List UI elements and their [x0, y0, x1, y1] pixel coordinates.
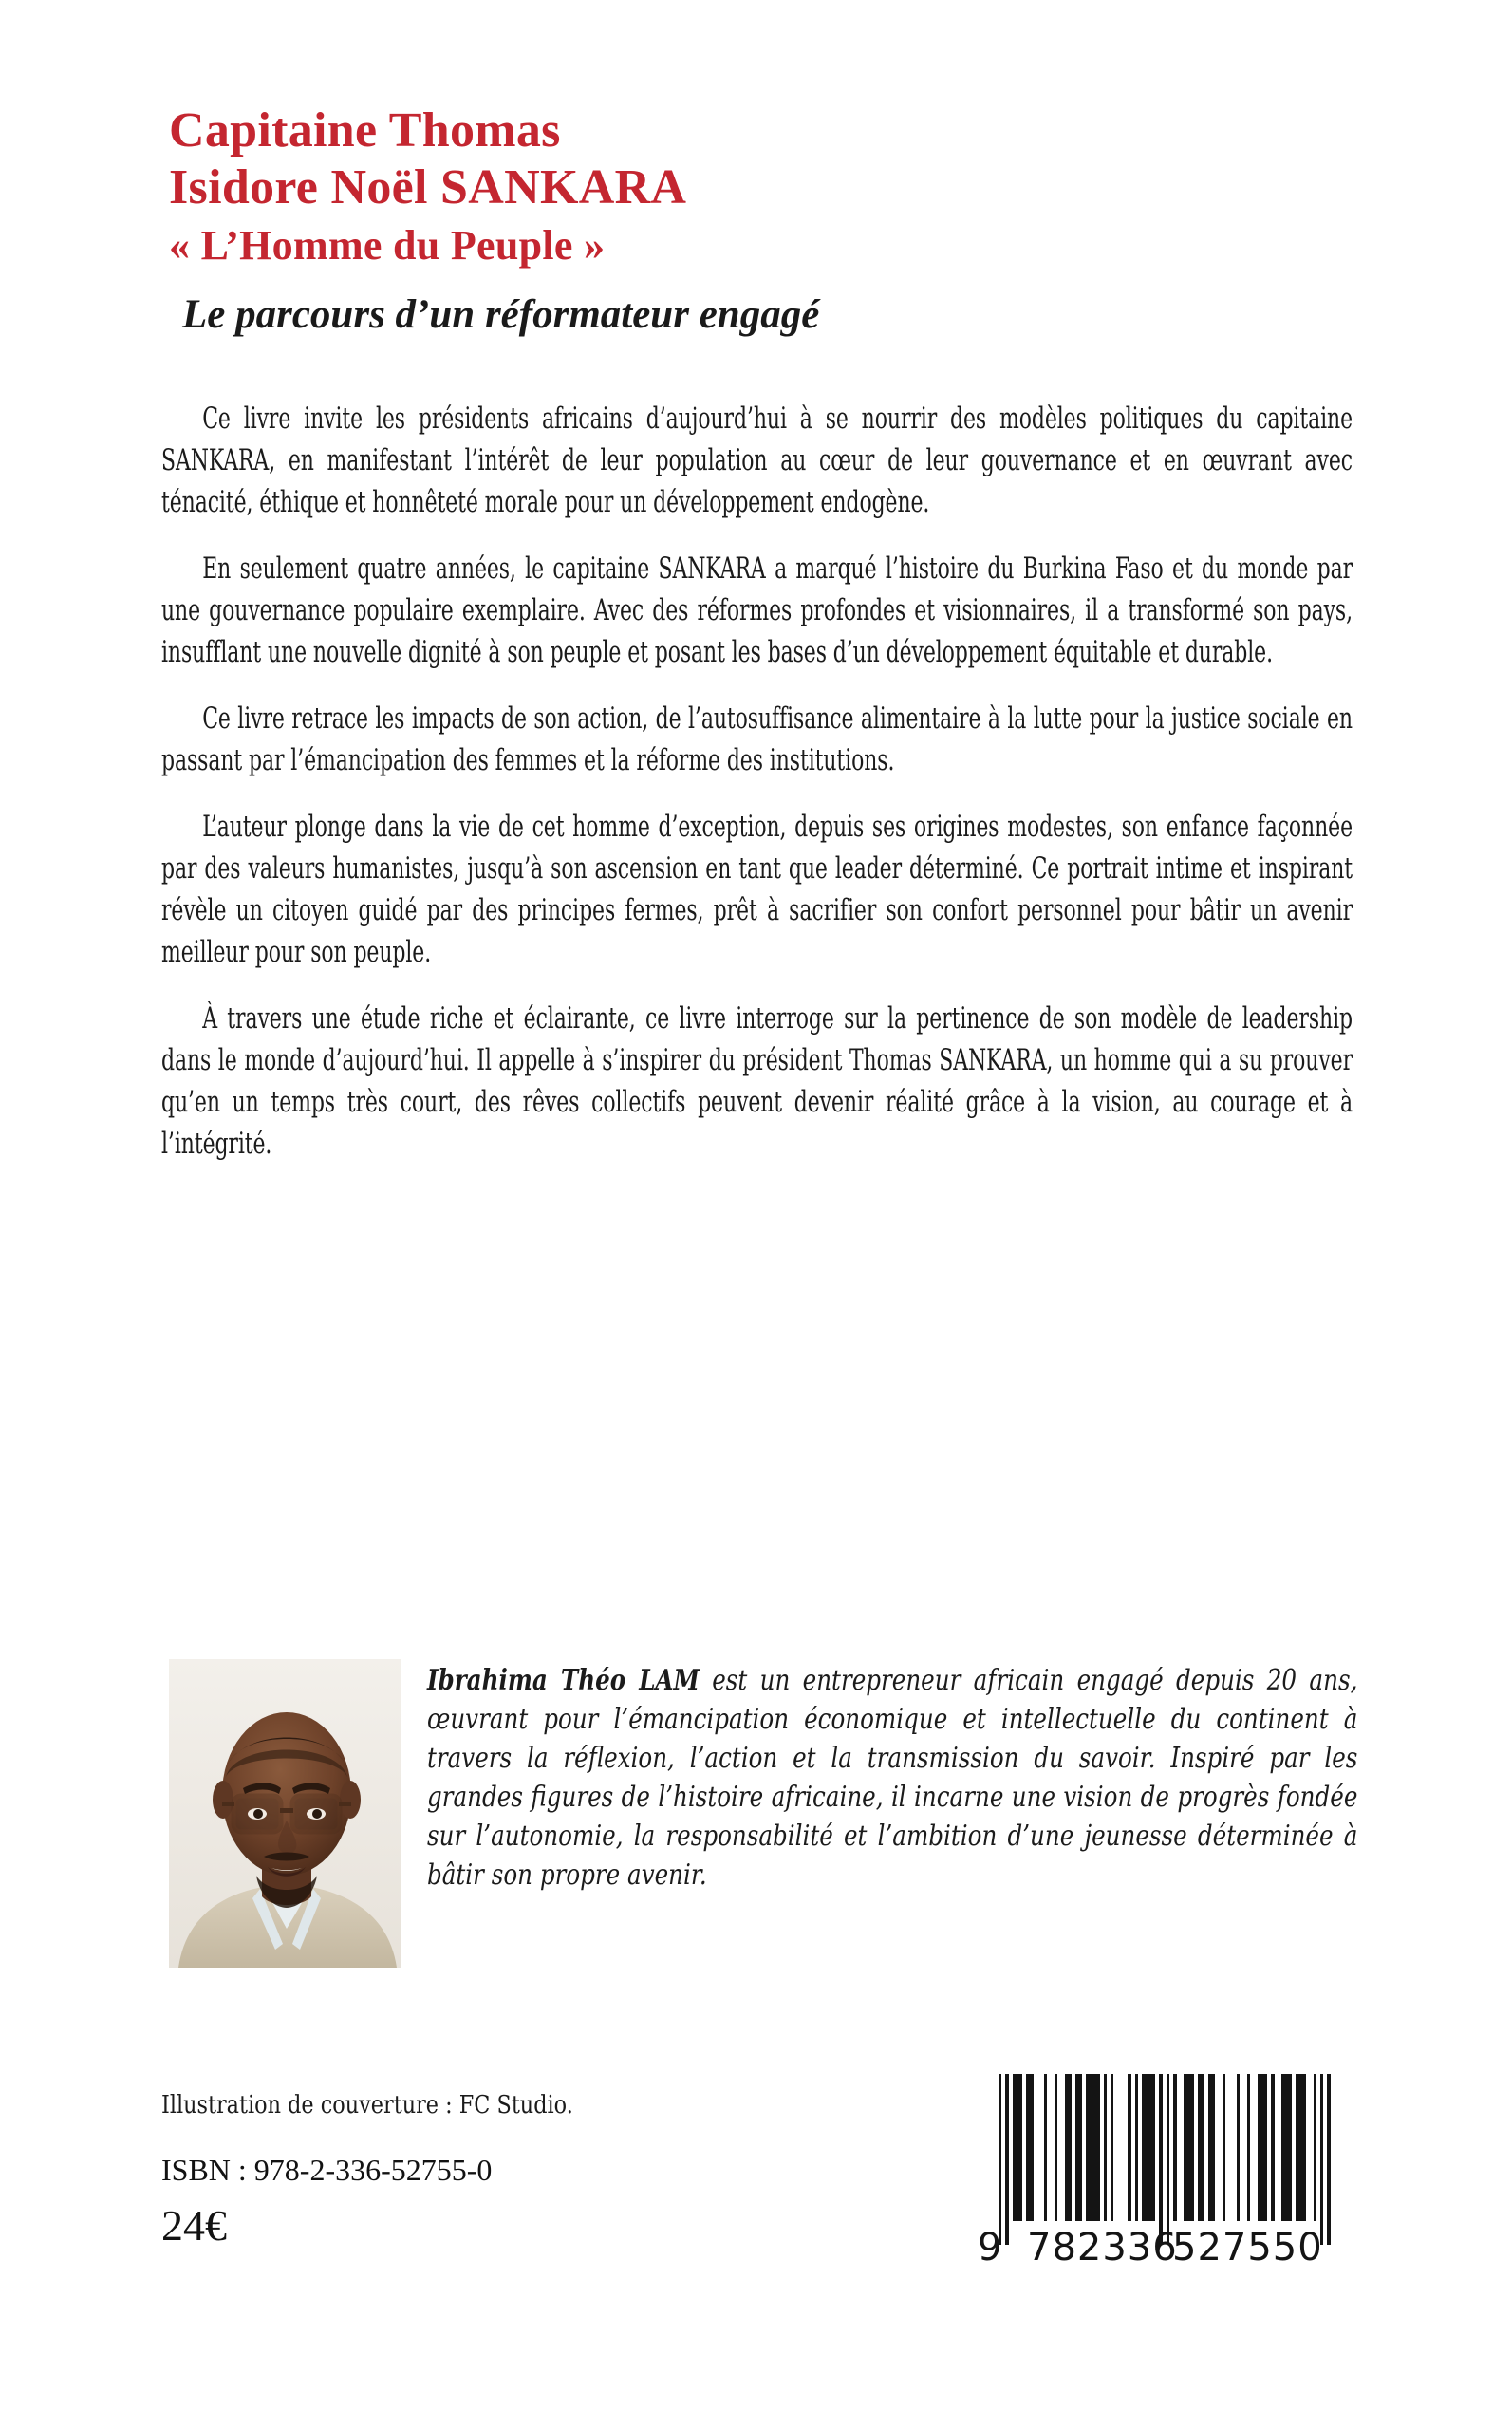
book-title-line-2: Isidore Noël SANKARA — [169, 160, 687, 215]
barcode-bar — [1075, 2074, 1082, 2221]
barcode-bar — [1013, 2074, 1023, 2221]
barcode-bar — [1159, 2074, 1162, 2245]
barcode-bar — [1167, 2074, 1169, 2245]
barcode-bar — [1128, 2074, 1130, 2221]
barcode-bar — [1044, 2074, 1047, 2221]
author-portrait-illustration — [169, 1659, 401, 1968]
barcode-bar — [1142, 2074, 1155, 2221]
barcode-bar — [1247, 2074, 1250, 2221]
barcode-bar — [1026, 2074, 1033, 2221]
price-label: 24€ — [161, 2201, 227, 2250]
barcode-bar — [1135, 2074, 1138, 2221]
barcode-bar — [1258, 2074, 1268, 2221]
barcode-digit-mid: 782336 — [1027, 2226, 1178, 2269]
barcode-bar — [1223, 2074, 1225, 2221]
barcode-bar — [1086, 2074, 1099, 2221]
blurb-body — [161, 399, 1353, 1190]
barcode-bar — [1314, 2074, 1316, 2221]
barcode-bars — [978, 2074, 1348, 2245]
barcode-bar — [1111, 2074, 1113, 2221]
barcode-bar — [1198, 2074, 1204, 2221]
title-block — [169, 103, 1355, 342]
isbn-barcode — [978, 2074, 1348, 2311]
author-bio-text — [427, 1661, 1357, 1895]
isbn-line: ISBN : 978-2-336-52755-0 — [161, 2153, 493, 2187]
author-portrait-photo — [169, 1659, 401, 1968]
barcode-bar — [1055, 2074, 1057, 2221]
book-title-line-1: Capitaine Thomas — [169, 103, 561, 158]
barcode-bar — [999, 2074, 1001, 2245]
barcode-bar — [1296, 2074, 1306, 2221]
barcode-bar — [1281, 2074, 1292, 2221]
blurb-paragraph: En seulement quatre années, le capitaine SANKARA a marqué l’histoire du Burkina Faso et du monde par une gouvernance populaire exemplaire. Avec des réformes profondes et visionnaires, il a transformé son pays, insufflant une nouvelle dignité à son peuple et posant les bases d’un développement équitable et durable. — [161, 552, 1353, 669]
barcode-bar — [1327, 2074, 1330, 2245]
barcode-bar — [1184, 2074, 1194, 2221]
barcode-bar — [1208, 2074, 1215, 2221]
book-subtitle: Le parcours d’un réformateur engagé — [182, 292, 820, 337]
barcode-digits — [978, 2226, 1348, 2269]
barcode-digit-right: 527550 — [1172, 2226, 1323, 2269]
illustration-credit: Illustration de couverture : FC Studio. — [161, 2091, 573, 2120]
barcode-bar — [1320, 2074, 1323, 2245]
footer-block — [161, 2088, 864, 2251]
barcode-bar — [1271, 2074, 1274, 2221]
barcode-bar — [1005, 2074, 1008, 2245]
book-title-epithet: « L’Homme du Peuple » — [169, 222, 606, 269]
barcode-bar — [1173, 2074, 1176, 2221]
barcode-bar — [1104, 2074, 1107, 2221]
author-name: Ibrahima Théo LAM — [427, 1664, 700, 1697]
blurb-paragraph: Ce livre invite les présidents africains d’aujourd’hui à se nourrir des modèles politiques du capitaine SANKARA, en manifestant l’intérêt de leur population au cœur de leur gouvernance et en œuvrant avec ténacité, éthique et honnêteté morale pour un développement endogène. — [161, 402, 1353, 519]
barcode-bar — [1065, 2074, 1072, 2221]
barcode-bar — [1237, 2074, 1240, 2221]
blurb-paragraph: Ce livre retrace les impacts de son action, de l’autosuffisance alimentaire à la lutte pour la justice sociale en passant par l’émancipation des femmes et la réforme des institutions. — [161, 702, 1353, 777]
author-bio-body: est un entrepreneur africain engagé depuis 20 ans, œuvrant pour l’émancipation économique et intellectuelle du continent à travers la réflexion, l’action et la transmission du savoir. Inspiré par les grandes figures de l’histoire africaine, il incarne une vision de progrès fondée sur l’autonomie, la responsabilité et l’ambition d’une jeunesse déterminée à bâtir son propre avenir. — [427, 1664, 1358, 1892]
barcode-digit-left: 9 — [978, 2226, 1003, 2269]
blurb-paragraph: L’auteur plonge dans la vie de cet homme d’exception, depuis ses origines modestes, son enfance façonnée par des valeurs humanistes, jusqu’à son ascension en tant que leader déterminé. Ce portrait intime et inspirant révèle un citoyen guidé par des principes fermes, prêt à sacrifier son confort personnel pour bâtir un avenir meilleur pour son peuple. — [161, 811, 1353, 969]
blurb-paragraph: À travers une étude riche et éclairante, ce livre interroge sur la pertinence de son modèle de leadership dans le monde d’aujourd’hui. Il appelle à s’inspirer du président Thomas SANKARA, un homme qui a su prouver qu’en un temps très court, des rêves collectifs peuvent devenir réalité grâce à la vision, au courage et à l’intégrité. — [161, 1002, 1353, 1161]
